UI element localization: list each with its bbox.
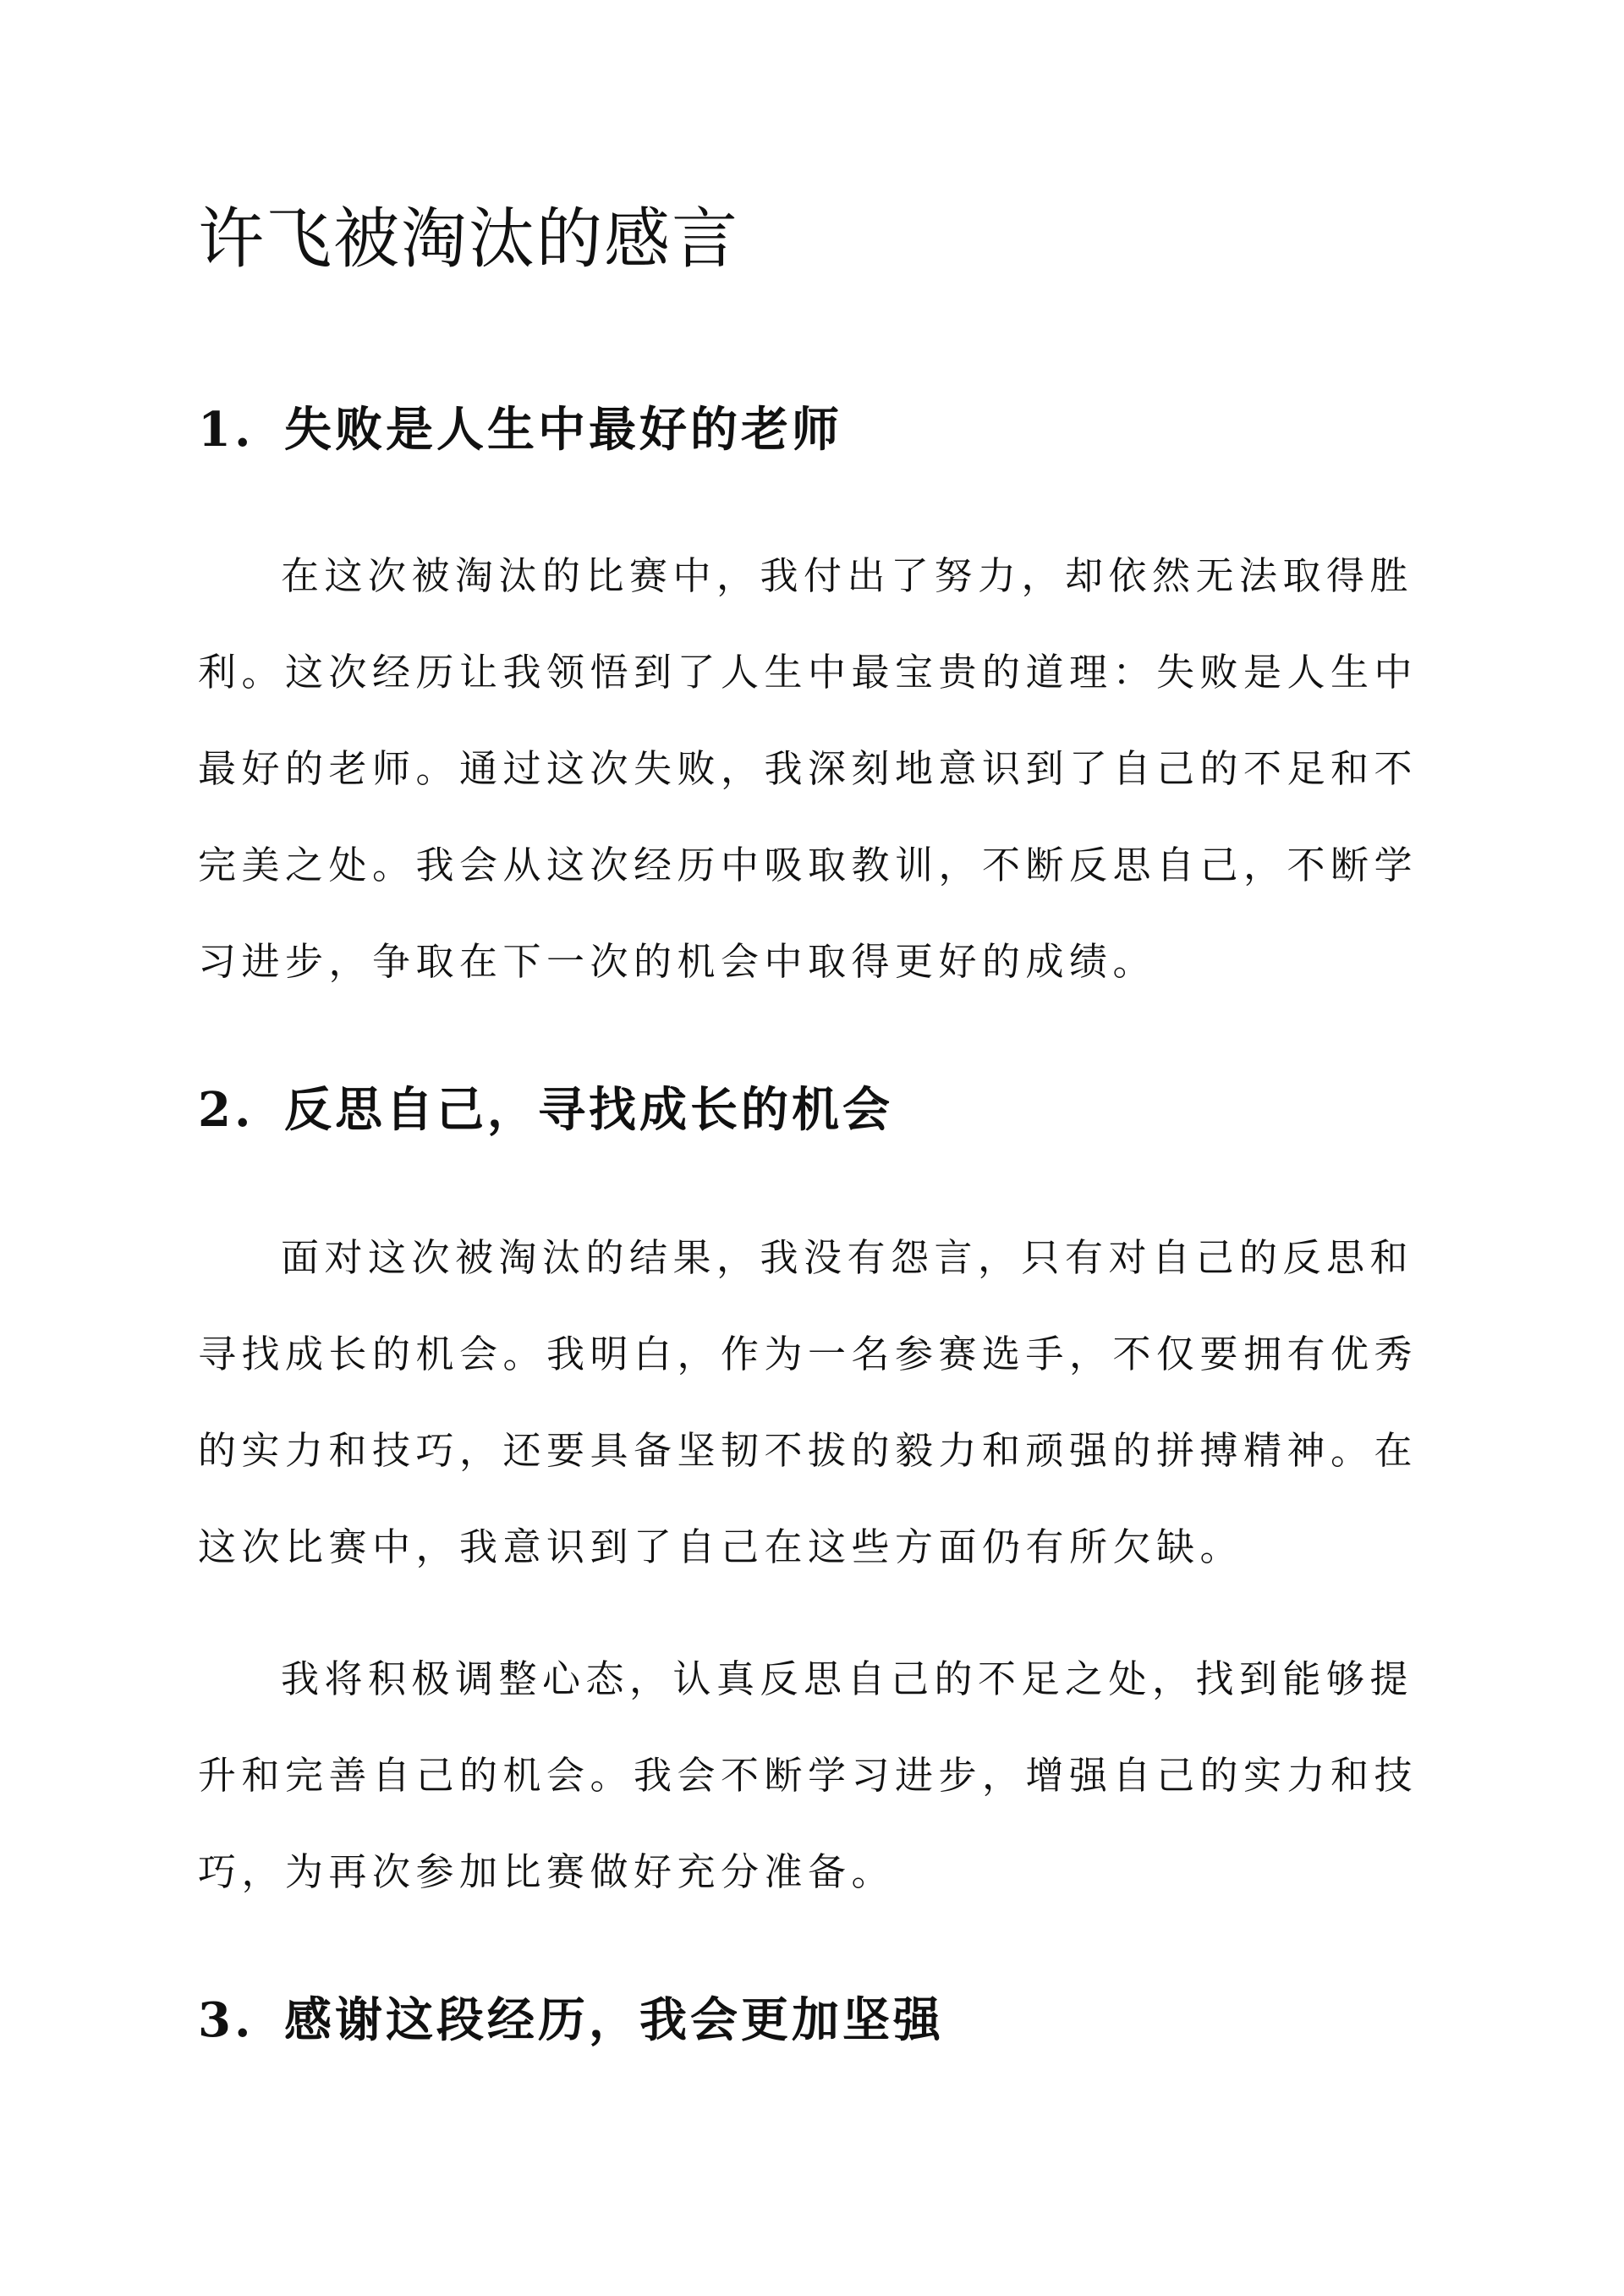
document-title: 许飞被淘汰的感言 [198, 201, 740, 277]
section-1-heading [198, 396, 842, 464]
section-2-heading-text: 反思自己，寻找成长的机会 [284, 1082, 893, 1138]
section-3-heading [198, 1986, 944, 2054]
section-1-number: 1. [198, 402, 255, 458]
section-2-paragraph-1: 面对这次被淘汰的结果，我没有怨言，只有对自己的反思和寻找成长的机会。我明白，作为一名参赛选手，不仅要拥有优秀的实力和技巧，还要具备坚韧不拔的毅力和顽强的拼搏精神。在这次比赛中，我意识到了自己在这些方面仍有所欠缺。 [198, 1235, 1418, 1569]
section-1-paragraph-1: 在这次被淘汰的比赛中，我付出了努力，却依然无法取得胜利。这次经历让我领悟到了人生中最宝贵的道理：失败是人生中最好的老师。通过这次失败，我深刻地意识到了自己的不足和不完美之处。我会从这次经历中吸取教训，不断反思自己，不断学习进步，争取在下一次的机会中取得更好的成绩。 [198, 553, 1418, 984]
section-2-paragraph-2: 我将积极调整心态，认真反思自己的不足之处，找到能够提升和完善自己的机会。我会不断学习进步，增强自己的实力和技巧，为再次参加比赛做好充分准备。 [198, 1656, 1418, 1894]
section-2-heading [198, 1076, 893, 1144]
section-2-number: 2. [198, 1082, 255, 1138]
section-3-heading-text: 感谢这段经历，我会更加坚强 [284, 1992, 944, 2048]
section-3-number: 3. [198, 1992, 255, 2048]
section-1-heading-text: 失败是人生中最好的老师 [284, 402, 842, 458]
